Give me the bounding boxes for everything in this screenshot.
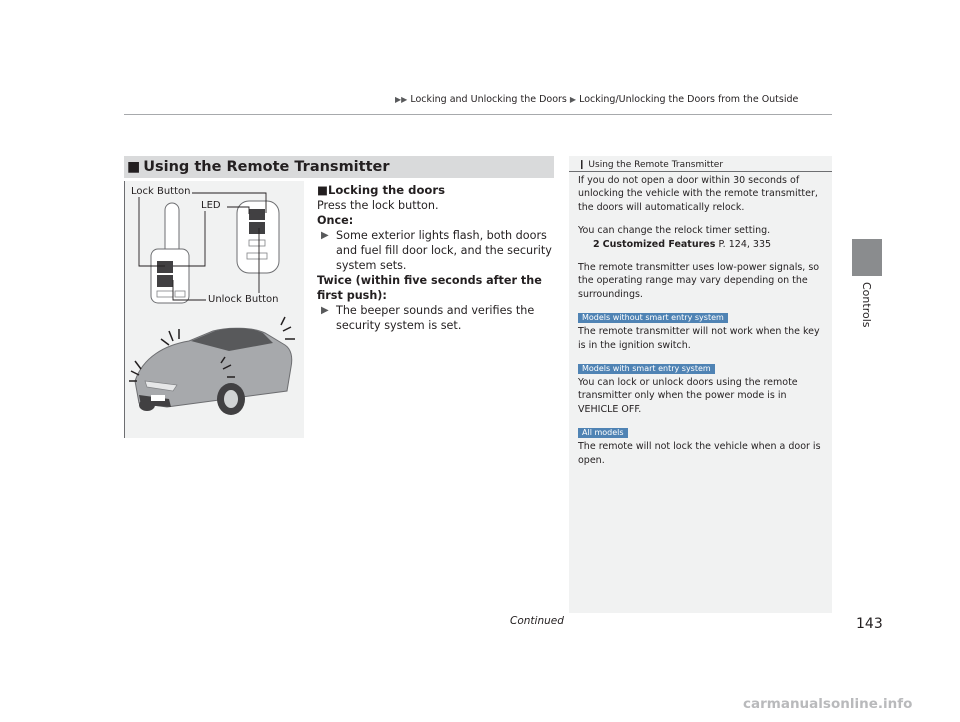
twice-text: The beeper sounds and verifies the security system is set. (336, 304, 535, 332)
breadcrumb-item-2: Locking/Unlocking the Doors from the Outside (579, 94, 799, 105)
model-badge: Models with smart entry system (578, 364, 715, 374)
main-content (317, 183, 557, 333)
sidebar-paragraph: The remote transmitter uses low-power signals, so the operating range may vary depending on the surroundings. (578, 262, 820, 300)
page-reference-icon: 2 (593, 238, 600, 250)
continued-label: Continued (510, 615, 564, 627)
section-header (124, 156, 554, 178)
twice-label: Twice (within five seconds after the first push): (317, 274, 542, 302)
model-badge: All models (578, 428, 628, 438)
chapter-tab-marker (852, 239, 882, 276)
intro-text: Press the lock button. (317, 199, 439, 212)
sidebar-title-text: Using the Remote Transmitter (588, 160, 724, 170)
sidebar-paragraph: The remote transmitter will not work when the key is in the ignition switch. (578, 326, 820, 351)
subheading-locking-doors: ■Locking the doors (317, 183, 445, 197)
sidebar-paragraph: The remote will not lock the vehicle when a door is open. (578, 441, 821, 466)
once-label: Once: (317, 214, 354, 227)
model-badge: Models without smart entry system (578, 313, 728, 323)
remote-and-car-illustration (125, 181, 304, 438)
chevron-right-icon: ▶▶ (395, 95, 408, 104)
result-arrow-icon: ▶ (321, 305, 329, 316)
chapter-tab-label: Controls (860, 282, 873, 328)
breadcrumb (395, 94, 798, 105)
callout-led: LED (201, 200, 221, 211)
sidebar-divider (569, 171, 832, 172)
result-arrow-icon: ▶ (321, 230, 329, 241)
note-reference-icon: ❙ (578, 160, 586, 170)
header-divider (124, 114, 832, 115)
callout-lock-button: Lock Button (131, 186, 191, 197)
breadcrumb-item-1: Locking and Unlocking the Doors (410, 94, 567, 105)
sidebar-paragraph: You can lock or unlock doors using the remote transmitter only when the power mode is in VEHICLE OFF. (578, 377, 798, 415)
section-title: Using the Remote Transmitter (143, 159, 390, 175)
illustration-panel (124, 181, 304, 438)
section-bullet: ■ (127, 159, 141, 175)
cross-reference[interactable] (578, 238, 828, 251)
once-step (317, 228, 557, 273)
callout-unlock-button: Unlock Button (208, 294, 279, 305)
twice-step (317, 303, 557, 333)
page-number: 143 (856, 616, 883, 632)
once-text: Some exterior lights flash, both doors and fuel fill door lock, and the security system sets. (336, 229, 552, 272)
cross-reference-pages: P. 124, 335 (718, 238, 772, 250)
notes-sidebar (569, 156, 832, 613)
sidebar-body (578, 174, 828, 467)
cross-reference-label: Customized Features (602, 238, 716, 250)
watermark: carmanualsonline.info (743, 696, 913, 712)
chevron-right-icon: ▶ (569, 95, 577, 104)
sidebar-paragraph: If you do not open a door within 30 seconds of unlocking the vehicle with the remote transmitter, the doors will automatically relock. (578, 175, 818, 213)
sidebar-paragraph: You can change the relock timer setting. (578, 225, 771, 237)
sidebar-title (578, 160, 723, 170)
